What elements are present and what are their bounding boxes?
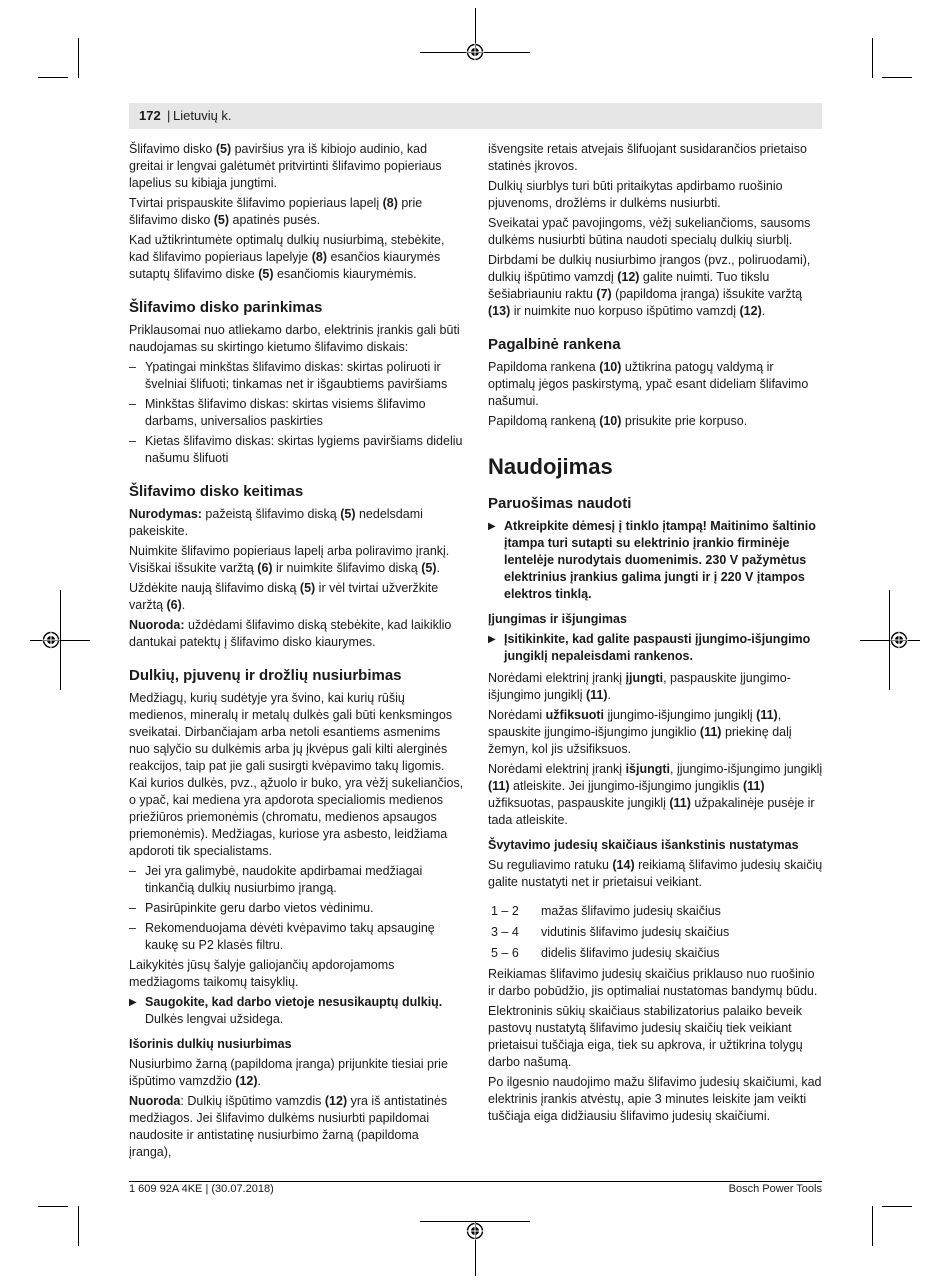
chapter-heading: Naudojimas xyxy=(488,454,613,479)
paragraph: Uždėkite naują šlifavimo diską (5) ir vėl tvirtai užveržkite varžtą (6). xyxy=(129,581,439,612)
crop-mark xyxy=(78,1206,79,1246)
paragraph: Priklausomai nuo atliekamo darbo, elektrinis įrankis gali būti naudojamas su skirtingo kietumo šlifavimo diskais: xyxy=(129,323,460,354)
warning-item: ▶ Saugokite, kad darbo vietoje nesusikauptų dulkių. Dulkės lengvai užsidega. xyxy=(129,995,443,1026)
section-heading: Paruošimas naudoti xyxy=(488,495,632,512)
stroke-rate-row: 1 – 2 mažas šlifavimo judesių skaičius xyxy=(491,904,721,918)
list-item: – Kietas šlifavimo diskas: skirtas lygiems paviršiams dideliu našumu šlifuoti xyxy=(129,433,464,467)
warning-item: ▶ Įsitikinkite, kad galite paspausti įjungimo-išjungimo jungiklį nepaleisdami rankenos. xyxy=(488,632,811,663)
subheading: Švytavimo judesių skaičiaus išankstinis nustatymas xyxy=(488,838,799,852)
section-heading: Šlifavimo disko parinkimas xyxy=(129,299,323,316)
triangle-bullet-icon: ▶ xyxy=(488,634,496,645)
paragraph: Nusiurbimo žarną (papildoma įranga) prijunkite tiesiai prie išpūtimo vamzdžio (12). xyxy=(129,1057,448,1088)
registration-mark-icon xyxy=(42,631,60,649)
paragraph: Nurodymas: pažeistą šlifavimo diską (5) nedelsdami pakeiskite. xyxy=(129,507,423,538)
paragraph: Kad užtikrintumėte optimalų dulkių nusiurbimą, stebėkite, kad šlifavimo popieriaus lapelyje (8) esančios kiaurymės sutaptų šlifavimo diske (5) esančiomis kiaurymėmis. xyxy=(129,233,445,281)
paragraph: Dulkių siurblys turi būti pritaikytas apdirbamo ruošinio pjuvenoms, drožlėms ir dulkėms nusiurbti. xyxy=(488,179,783,210)
crop-mark xyxy=(872,38,873,78)
paragraph: Sveikatai ypač pavojingoms, vėžį sukeliančioms, sausoms dulkėms nusiurbti būtina naudoti specialų dulkių siurblį. xyxy=(488,216,811,247)
paragraph: Šlifavimo disko (5) paviršius yra iš kibiojo audinio, kad greitai ir lengvai galėtumėt pritvirtinti šlifavimo popieriaus lapelius su kibiąja jungtimi. xyxy=(129,142,442,190)
triangle-bullet-icon: ▶ xyxy=(129,997,137,1008)
paragraph: Papildomą rankeną (10) prisukite prie korpuso. xyxy=(488,414,748,428)
footer-rule xyxy=(129,1181,822,1182)
crop-mark xyxy=(882,1206,912,1207)
left-column xyxy=(129,141,464,1164)
paragraph: Norėdami elektrinį įrankį įjungti, paspauskite įjungimo-išjungimo jungiklį (11). xyxy=(488,671,791,702)
paragraph: Norėdami elektrinį įrankį išjungti, įjungimo-išjungimo jungiklį (11) atleiskite. Jei įjungimo-išjungimo jungiklis (11) užfiksuotas, paspauskite jungiklį (11) užpakalinėje pusėje ir tada atleiskite. xyxy=(488,762,823,827)
paragraph: Norėdami užfiksuoti įjungimo-išjungimo jungiklį (11), spauskite įjungimo-išjungimo jungiklio (11) priekinę dalį žemyn, kol jis užsifiksuos. xyxy=(488,708,792,756)
section-heading: Pagalbinė rankena xyxy=(488,336,621,353)
registration-mark-icon xyxy=(466,1222,484,1240)
page-number: 172 xyxy=(139,108,161,123)
crop-mark xyxy=(38,1206,68,1207)
paragraph: Nuoroda: uždėdami šlifavimo diską stebėkite, kad laikiklio dantukai patektų į šlifavimo disko kiaurymes. xyxy=(129,618,452,649)
paragraph: Elektroninis sūkių skaičiaus stabilizatorius palaiko beveik pastovų nustatytą šlifavimo judesių skaičių tiek veikiant prietaisui tuščiąja eiga, tiek su apkrova, ir užtikrina tolygų darbo našumą. xyxy=(488,1004,803,1069)
list-item: – Pasirūpinkite geru darbo vietos vėdinimu. xyxy=(129,900,464,917)
header-separator: | xyxy=(167,108,171,123)
stroke-rate-row: 3 – 4 vidutinis šlifavimo judesių skaičius xyxy=(491,925,730,939)
section-heading: Šlifavimo disko keitimas xyxy=(129,483,304,500)
paragraph: Kai kurios dulkės, pvz., ąžuolo ir buko, yra vėžį sukeliančios, o ypač, kai mediena yra apdorota specialiomis medienos priežiūros priemonėmis (chromatu, medienos apsaugos priemonėmis). Medžiagas, kuriose yra asbesto, leidžiama apdoroti tik specialistams. xyxy=(129,776,464,858)
paragraph: Dirbdami be dulkių nusiurbimo įrangos (pvz., poliruodami), dulkių išpūtimo vamzdį (12) galite nuimti. Tuo tikslu šešiabriauniu raktu (7) (papildoma įranga) išsukite varžtą (13) ir nuimkite nuo korpuso išpūtimo vamzdį (12). xyxy=(488,253,811,318)
triangle-bullet-icon: ▶ xyxy=(488,521,496,532)
footer-brand: Bosch Power Tools xyxy=(728,1183,822,1195)
registration-mark-icon xyxy=(890,631,908,649)
list-item: – Jei yra galimybė, naudokite apdirbamai medžiagai tinkančią dulkių nusiurbimo įrangą. xyxy=(129,863,464,897)
paragraph: Nuoroda: Dulkių išpūtimo vamzdis (12) yra iš antistatinės medžiagos. Jei šlifavimo dulkėms nusiurbti papildomai naudosite ir antistatinę nusiurbimo žarną (papildoma įranga), xyxy=(129,1094,448,1159)
crop-mark xyxy=(78,38,79,78)
paragraph: Reikiamas šlifavimo judesių skaičius priklauso nuo ruošinio ir darbo pobūdžio, jis optimaliai nustatomas bandymų būdu. xyxy=(488,967,818,998)
subheading: Įjungimas ir išjungimas xyxy=(488,612,627,626)
warning-item: ▶ Atkreipkite dėmesį į tinklo įtampą! Maitinimo šaltinio įtampa turi sutapti su elektrinio įrankio firminėje lentelėje nurodytais duomenimis. 230 V pažymėtus elektrinius įrankius galima jungti ir į 220 V įtampos elektros tinklą. xyxy=(488,519,816,601)
list-item: – Ypatingai minkštas šlifavimo diskas: skirtas poliruoti ir švelniai šlifuoti; tinkamas net ir išgaubtiems paviršiams xyxy=(129,359,464,393)
paragraph: Nuimkite šlifavimo popieriaus lapelį arba poliravimo įrankį. Visiškai išsukite varžtą (6) ir nuimkite šlifavimo diską (5). xyxy=(129,544,450,575)
section-heading: Dulkių, pjuvenų ir drožlių nusiurbimas xyxy=(129,667,402,684)
paragraph: Laikykitės jūsų šalyje galiojančių apdorojamoms medžiagoms taikomų taisyklių. xyxy=(129,958,395,989)
subheading: Išorinis dulkių nusiurbimas xyxy=(129,1037,292,1051)
paragraph: Su reguliavimo ratuku (14) reikiamą šlifavimo judesių skaičių galite nustatyti net ir prietaisui veikiant. xyxy=(488,858,823,889)
paragraph: Tvirtai prispauskite šlifavimo popieriaus lapelį (8) prie šlifavimo disko (5) apatinės pusės. xyxy=(129,196,423,227)
footer-code: 1 609 92A 4KE | (30.07.2018) xyxy=(129,1183,274,1195)
paragraph: išvengsite retais atvejais šlifuojant susidarančios prietaiso statinės įkrovos. xyxy=(488,142,807,173)
paragraph: Papildoma rankena (10) užtikrina patogų valdymą ir optimalų jėgos paskirstymą, ypač esant dideliam šlifavimo našumui. xyxy=(488,360,809,408)
registration-mark-icon xyxy=(466,43,484,61)
list-item: – Minkštas šlifavimo diskas: skirtas visiems šlifavimo darbams, universalios paskirties xyxy=(129,396,464,430)
crop-mark xyxy=(872,1206,873,1246)
right-column xyxy=(488,141,823,1128)
paragraph: Po ilgesnio naudojimo mažu šlifavimo judesių skaičiumi, kad elektrinis įrankis atvėstų, apie 3 minutes leiskite jam veikti tuščiąja eiga didžiausiu šlifavimo judesių skaičiumi. xyxy=(488,1075,822,1123)
list-item: – Rekomenduojama dėvėti kvėpavimo takų apsauginę kaukę su P2 klasės filtru. xyxy=(129,920,464,954)
header-language: Lietuvių k. xyxy=(173,108,232,123)
paragraph: Medžiagų, kurių sudėtyje yra švino, kai kurių rūšių medienos, mineralų ir metalų dulkės gali būti kenksmingos sveikatai. Dirbančiajam arba netoli esantiems asmenims nuo sąlyčio su dulkėmis arba jų įkvėpus gali kilti alerginės reakcijos, taip pat jie gali susirgti kvėpavimo takų ligomis. xyxy=(129,691,453,773)
stroke-rate-row: 5 – 6 didelis šlifavimo judesių skaičius xyxy=(491,946,720,960)
crop-mark xyxy=(38,77,68,78)
crop-mark xyxy=(30,640,90,641)
page-header xyxy=(129,103,822,129)
crop-mark xyxy=(882,77,912,78)
